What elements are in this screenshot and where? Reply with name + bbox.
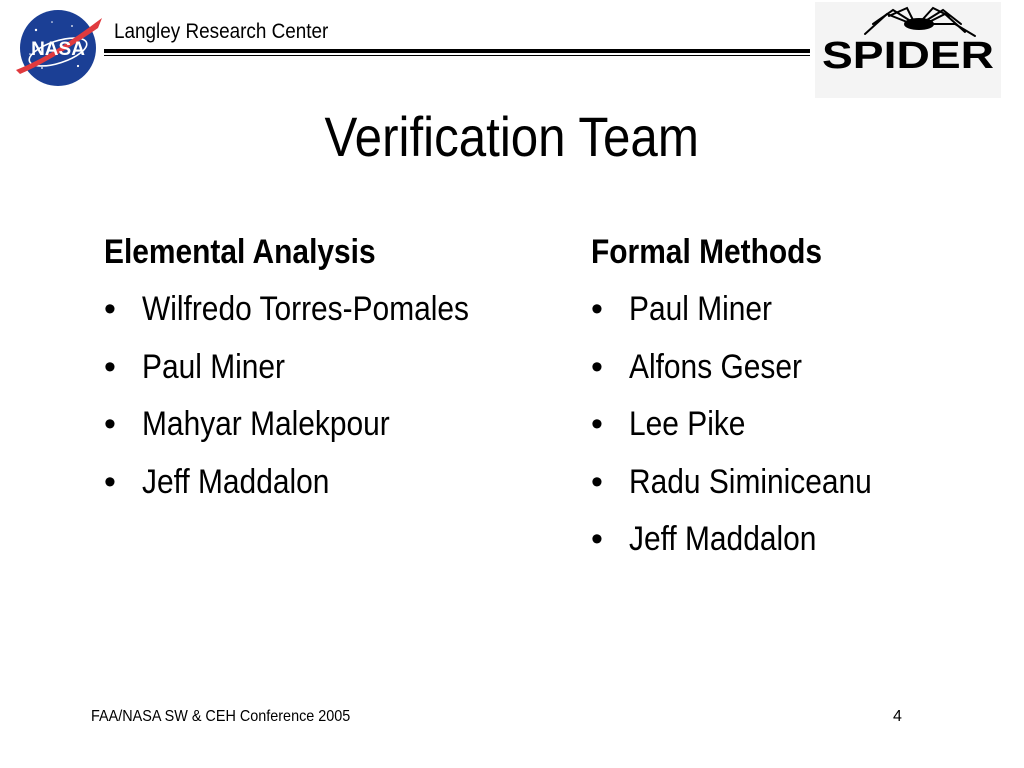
spider-logo-text: SPIDER bbox=[822, 35, 994, 77]
list-item bbox=[591, 519, 854, 577]
bullet: • bbox=[104, 347, 116, 386]
spider-logo bbox=[815, 2, 1001, 98]
team-member-name: Jeff Maddalon bbox=[142, 462, 330, 501]
team-member-name: Paul Miner bbox=[629, 290, 773, 328]
column-heading: Elemental Analysis bbox=[104, 233, 376, 271]
bullet-list bbox=[104, 289, 470, 519]
elemental-analysis-column bbox=[104, 232, 470, 519]
list-item bbox=[591, 347, 854, 405]
list-item bbox=[591, 462, 872, 520]
team-member-name: Mahyar Malekpour bbox=[142, 405, 390, 443]
bullet: • bbox=[591, 520, 603, 558]
list-item bbox=[591, 289, 854, 347]
bullet: • bbox=[104, 462, 116, 501]
nasa-logo-text: NASA bbox=[31, 39, 85, 60]
bullet: • bbox=[591, 462, 603, 501]
team-member-name: Radu Siminiceanu bbox=[629, 462, 872, 501]
list-item bbox=[104, 404, 413, 462]
header-divider bbox=[104, 49, 810, 53]
list-item bbox=[104, 462, 413, 520]
column-heading: Formal Methods bbox=[591, 233, 823, 271]
bullet: • bbox=[104, 405, 116, 443]
team-member-name: Alfons Geser bbox=[629, 347, 802, 386]
bullet: • bbox=[104, 290, 116, 328]
team-member-name: Wilfredo Torres-Pomales bbox=[142, 290, 470, 328]
bullet: • bbox=[591, 405, 603, 443]
bullet: • bbox=[591, 347, 603, 386]
team-member-name: Jeff Maddalon bbox=[629, 520, 817, 558]
nasa-logo bbox=[12, 8, 104, 88]
formal-methods-column bbox=[591, 232, 872, 577]
list-item bbox=[591, 404, 854, 462]
slide-title bbox=[0, 104, 1024, 169]
list-item bbox=[104, 289, 470, 347]
footer-conference: FAA/NASA SW & CEH Conference 2005 bbox=[91, 708, 351, 725]
team-member-name: Paul Miner bbox=[142, 347, 286, 386]
page-number: 4 bbox=[893, 708, 902, 725]
team-member-name: Lee Pike bbox=[629, 405, 746, 443]
slide-title-text: Verification Team bbox=[324, 105, 700, 168]
bullet: • bbox=[591, 290, 603, 328]
header-divider-thin bbox=[104, 55, 810, 56]
bullet-list bbox=[591, 289, 872, 577]
list-item bbox=[104, 347, 413, 405]
center-name: Langley Research Center bbox=[114, 20, 329, 43]
